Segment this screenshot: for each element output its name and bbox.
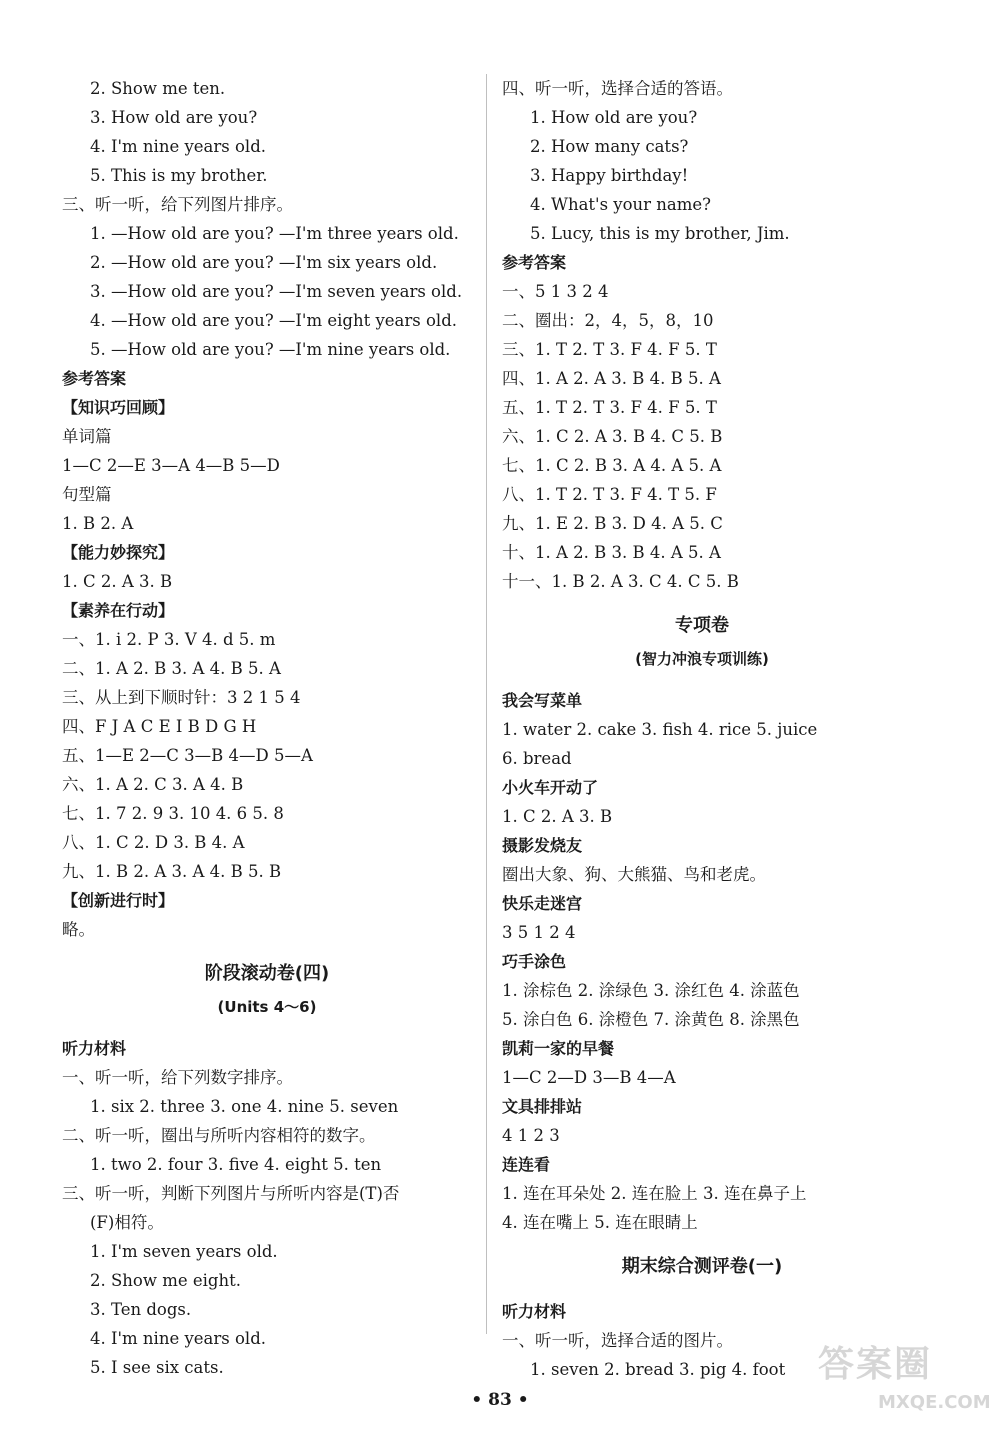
text-line: 2. How many cats? xyxy=(530,137,689,156)
text-line: 3. Ten dogs. xyxy=(90,1300,192,1319)
text-line: 4. I'm nine years old. xyxy=(90,1329,267,1348)
spacer xyxy=(62,1022,472,1034)
subsection-heading: 参考答案 xyxy=(62,369,127,388)
text-line: 六、1. C 2. A 3. B 4. C 5. B xyxy=(502,427,723,446)
subsection-heading: 连连看 xyxy=(502,1155,551,1174)
text-line: 五、1. T 2. T 3. F 4. F 5. T xyxy=(502,398,717,417)
text-line: 三、1. T 2. T 3. F 4. F 5. T xyxy=(502,340,717,359)
text-line: 3. —How old are you? —I'm seven years old. xyxy=(90,282,463,301)
text-line: 单词篇 xyxy=(62,427,112,446)
subsection-heading: 摄影发烧友 xyxy=(502,836,583,855)
text-line: 三、听一听，判断下列图片与所听内容是(T)否 xyxy=(62,1184,400,1203)
section-subtitle: (智力冲浪专项训练) xyxy=(635,650,769,668)
text-line: 5. Lucy, this is my brother, Jim. xyxy=(530,224,790,243)
spacer xyxy=(502,674,902,686)
text-line: 1—C 2—E 3—A 4—B 5—D xyxy=(62,456,280,475)
right-column xyxy=(502,74,902,1384)
text-line: 1. 涂棕色 2. 涂绿色 3. 涂红色 4. 涂蓝色 xyxy=(502,981,800,1000)
text-line: 四、听一听，选择合适的答语。 xyxy=(502,79,733,98)
text-line: 1. How old are you? xyxy=(530,108,698,127)
text-line: 1. two 2. four 3. five 4. eight 5. ten xyxy=(90,1155,382,1174)
text-line: 二、1. A 2. B 3. A 4. B 5. A xyxy=(62,659,281,678)
text-line: 1. 连在耳朵处 2. 连在脸上 3. 连在鼻子上 xyxy=(502,1184,807,1203)
text-line: 1. six 2. three 3. one 4. nine 5. seven xyxy=(90,1097,399,1116)
text-line: 4. I'm nine years old. xyxy=(90,137,267,156)
spacer xyxy=(502,596,902,608)
watermark-main: 答案圈 xyxy=(818,1344,933,1385)
text-line: 九、1. E 2. B 3. D 4. A 5. C xyxy=(502,514,723,533)
subsection-heading: 【能力妙探究】 xyxy=(62,543,175,562)
subsection-heading: 【素养在行动】 xyxy=(62,601,175,620)
text-line: (F)相符。 xyxy=(90,1213,164,1232)
text-line: 十一、1. B 2. A 3. C 4. C 5. B xyxy=(502,572,739,591)
text-line: 2. Show me eight. xyxy=(90,1271,241,1290)
text-line: 八、1. T 2. T 3. F 4. T 5. F xyxy=(502,485,717,504)
subsection-heading: 听力材料 xyxy=(62,1039,127,1058)
spacer xyxy=(502,1285,902,1297)
section-title: 专项卷 xyxy=(675,615,729,636)
text-line: 1. water 2. cake 3. fish 4. rice 5. juice xyxy=(502,720,818,739)
text-line: 一、5 1 3 2 4 xyxy=(502,282,609,301)
subsection-heading: 【知识巧回顾】 xyxy=(62,398,175,417)
text-line: 1. I'm seven years old. xyxy=(90,1242,278,1261)
text-line: 6. bread xyxy=(502,749,572,768)
text-line: 4 1 2 3 xyxy=(502,1126,560,1145)
text-line: 5. 涂白色 6. 涂橙色 7. 涂黄色 8. 涂黑色 xyxy=(502,1010,800,1029)
subsection-heading: 听力材料 xyxy=(502,1302,567,1321)
text-line: 二、圈出：2，4，5，8，10 xyxy=(502,311,714,330)
watermark-url: MXQE.COM xyxy=(878,1392,991,1413)
subsection-heading: 巧手涂色 xyxy=(502,952,567,971)
text-line: 1. seven 2. bread 3. pig 4. foot xyxy=(530,1360,786,1379)
text-line: 六、1. A 2. C 3. A 4. B xyxy=(62,775,244,794)
subsection-heading: 参考答案 xyxy=(502,253,567,272)
section-subtitle: (Units 4～6) xyxy=(217,998,317,1016)
page-number: • 83 • xyxy=(471,1390,529,1410)
section-title: 阶段滚动卷(四) xyxy=(204,963,330,984)
text-line: 七、1. C 2. B 3. A 4. A 5. A xyxy=(502,456,722,475)
text-line: 三、从上到下顺时针：3 2 1 5 4 xyxy=(62,688,301,707)
text-line: 四、1. A 2. A 3. B 4. B 5. A xyxy=(502,369,721,388)
spacer xyxy=(502,1237,902,1249)
text-line: 5. —How old are you? —I'm nine years old. xyxy=(90,340,451,359)
text-line: 1. —How old are you? —I'm three years old. xyxy=(90,224,459,243)
text-line: 八、1. C 2. D 3. B 4. A xyxy=(62,833,245,852)
text-line: 略。 xyxy=(62,920,95,939)
text-line: 二、听一听，圈出与所听内容相符的数字。 xyxy=(62,1126,376,1145)
subsection-heading: 凯莉一家的早餐 xyxy=(502,1039,615,1058)
text-line: 5. This is my brother. xyxy=(90,166,268,185)
text-line: 2. —How old are you? —I'm six years old. xyxy=(90,253,438,272)
spacer xyxy=(62,944,472,956)
text-line: 句型篇 xyxy=(62,485,112,504)
text-line: 1. B 2. A xyxy=(62,514,134,533)
subsection-heading: 【创新进行时】 xyxy=(62,891,175,910)
text-line: 1. C 2. A 3. B xyxy=(62,572,173,591)
text-line: 5. I see six cats. xyxy=(90,1358,224,1377)
watermark-logo xyxy=(808,1336,994,1436)
text-line: 一、听一听，给下列数字排序。 xyxy=(62,1068,293,1087)
text-line: 一、1. i 2. P 3. V 4. d 5. m xyxy=(62,630,276,649)
text-line: 三、听一听，给下列图片排序。 xyxy=(62,195,293,214)
left-column xyxy=(62,74,472,1382)
subsection-heading: 我会写菜单 xyxy=(502,691,583,710)
text-line: 1. C 2. A 3. B xyxy=(502,807,613,826)
text-line: 3. How old are you? xyxy=(90,108,258,127)
subsection-heading: 快乐走迷宫 xyxy=(502,894,583,913)
text-line: 一、听一听，选择合适的图片。 xyxy=(502,1331,733,1350)
text-line: 1—C 2—D 3—B 4—A xyxy=(502,1068,676,1087)
text-line: 4. —How old are you? —I'm eight years old. xyxy=(90,311,457,330)
text-line: 五、1—E 2—C 3—B 4—D 5—A xyxy=(62,746,313,765)
section-title: 期末综合测评卷(一) xyxy=(621,1256,783,1277)
text-line: 4. What's your name? xyxy=(530,195,712,214)
subsection-heading: 文具排排站 xyxy=(502,1097,583,1116)
text-line: 十、1. A 2. B 3. B 4. A 5. A xyxy=(502,543,721,562)
text-line: 3. Happy birthday! xyxy=(530,166,689,185)
text-line: 九、1. B 2. A 3. A 4. B 5. B xyxy=(62,862,282,881)
text-line: 四、F J A C E I B D G H xyxy=(62,717,257,736)
text-line: 4. 连在嘴上 5. 连在眼睛上 xyxy=(502,1213,698,1232)
text-line: 2. Show me ten. xyxy=(90,79,226,98)
column-divider xyxy=(486,74,487,1334)
text-line: 七、1. 7 2. 9 3. 10 4. 6 5. 8 xyxy=(62,804,284,823)
text-line: 圈出大象、狗、大熊猫、鸟和老虎。 xyxy=(502,865,766,884)
text-line: 3 5 1 2 4 xyxy=(502,923,576,942)
subsection-heading: 小火车开动了 xyxy=(502,778,599,797)
